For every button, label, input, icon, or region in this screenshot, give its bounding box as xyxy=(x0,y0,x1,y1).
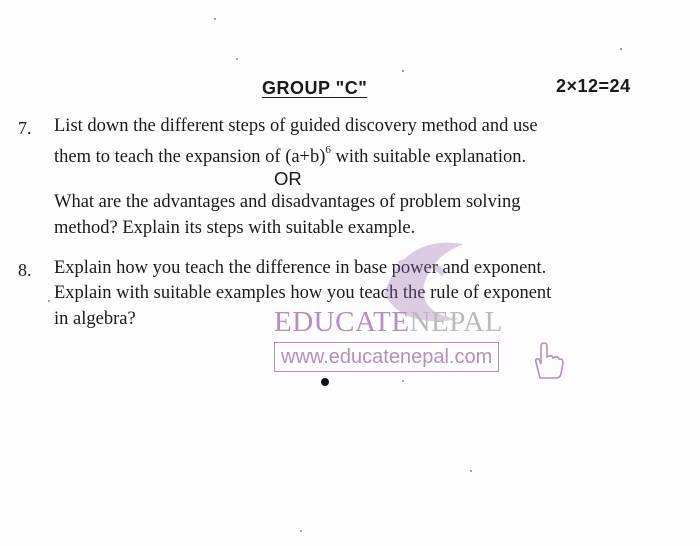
scan-speck xyxy=(236,58,238,60)
watermark xyxy=(274,304,564,384)
group-title: GROUP "C" xyxy=(262,78,368,98)
marks-allocation: 2×12=24 xyxy=(556,76,631,96)
formula: (a+b) xyxy=(285,147,326,167)
question-line: method? Explain its steps with suitable example. xyxy=(54,218,416,238)
bullet-dot xyxy=(321,378,329,386)
scan-speck xyxy=(300,530,302,532)
question-line: What are the advantages and disadvantages of problem solving xyxy=(54,192,521,212)
scan-speck xyxy=(620,48,622,50)
watermark-url: www.educatenepal.com xyxy=(274,342,499,372)
question-line: Explain how you teach the difference in base power and exponent. xyxy=(54,258,547,278)
or-separator: OR xyxy=(274,168,302,189)
watermark-name-part: EDUCATE xyxy=(274,306,410,338)
question-text: with suitable explanation. xyxy=(335,147,527,167)
watermark-logo-icon xyxy=(364,224,484,334)
question-line: List down the different steps of guided discovery method and use xyxy=(54,116,538,136)
watermark-name xyxy=(274,306,503,339)
scan-speck xyxy=(402,380,404,382)
question-line xyxy=(54,144,526,168)
formula-exponent: 6 xyxy=(325,144,331,156)
question-line: in algebra? xyxy=(54,309,136,329)
question-number: 8. xyxy=(18,260,32,280)
scan-speck xyxy=(214,18,216,20)
scan-speck xyxy=(48,300,50,302)
pointer-hand-icon xyxy=(530,340,564,380)
watermark-name-part: NEPAL xyxy=(409,306,503,338)
question-text: them to teach the expansion of xyxy=(54,147,281,167)
question-number: 7. xyxy=(18,118,32,138)
question-line: Explain with suitable examples how you teach the rule of exponent xyxy=(54,283,552,303)
scan-speck xyxy=(402,70,404,72)
scan-speck xyxy=(470,470,472,472)
